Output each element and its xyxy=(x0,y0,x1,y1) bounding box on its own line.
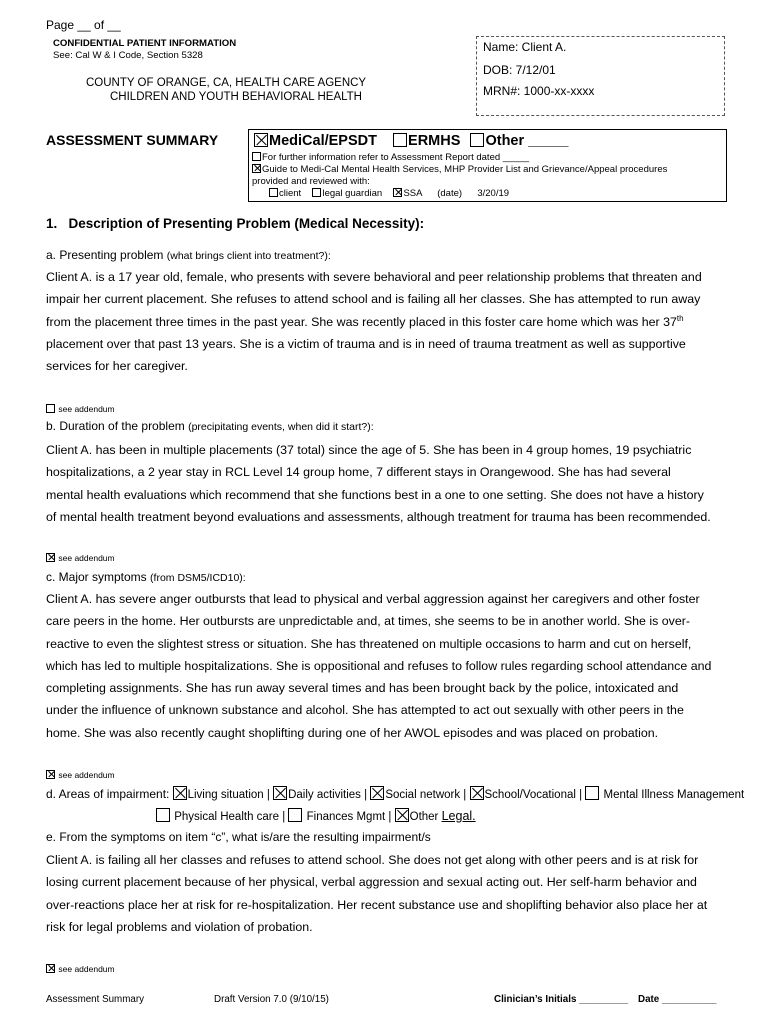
physical-health-care-checkbox[interactable] xyxy=(156,808,170,822)
assessment-report-line: For further information refer to Assessment Report dated _____ xyxy=(252,152,529,163)
page-number: Page __ of __ xyxy=(46,18,121,32)
school-vocational-checkbox[interactable] xyxy=(470,786,484,800)
confidential-label: CONFIDENTIAL PATIENT INFORMATION xyxy=(53,38,237,49)
part-a-answer: Client A. is a 17 year old, female, who presents with severe behavioral and peer relationship problems that threaten and impair her current placement. She refuses to attend school and is failing all her classes. She has attempted to run away from the placement three times in the past year. She was recently placed in this foster care home which was her 37th placement over that past 13 years. She is a victim of trauma and is in need of trauma treatment as well as supportive services for her caregiver. xyxy=(46,270,702,374)
part-b-addendum-checkbox[interactable] xyxy=(46,553,55,562)
guide-line: Guide to Medi-Cal Mental Health Services, MHP Provider List and Grievance/Appeal procedures xyxy=(252,164,667,175)
other-impairment-value: Legal. xyxy=(441,809,476,823)
part-c-addendum: see addendum xyxy=(46,770,115,780)
part-c-addendum-checkbox[interactable] xyxy=(46,770,55,779)
legal-code-reference: See: Cal W & I Code, Section 5328 xyxy=(53,50,203,61)
part-c-answer: Client A. has severe anger outbursts that lead to physical and verbal aggression against her caregivers and other foster care peers in the home. Her outbursts are unpredictable and, at times, she seems to be in another world. She is over- reactive to even the slightest stress or situation. She has threatened on multiple occasions to harm and cut on herself, which has led to multiple hospitalizations. She is oppositional and refuses to follow rules regarding school attendance and completing assignments. She has run away several times and has been brought back by the police, intoxicated and under the influence of unknown substance and alcohol. She has attempted to act out sexually with other peers in the home. She was also recently caught shoplifting during one of her AWOL episodes and was placed on probation. xyxy=(46,592,712,740)
ssa-checkbox[interactable] xyxy=(393,188,402,197)
assessment-summary-title: ASSESSMENT SUMMARY xyxy=(46,132,219,148)
client-checkbox[interactable] xyxy=(269,188,278,197)
ermhs-checkbox[interactable] xyxy=(393,133,407,147)
footer-version: Draft Version 7.0 (9/10/15) xyxy=(214,994,329,1005)
footer-date-field: Date __________ xyxy=(638,994,717,1005)
reviewed-with-label: provided and reviewed with: xyxy=(252,176,370,187)
funding-options xyxy=(254,133,569,149)
part-d-row-2: Physical Health care | Finances Mgmt | Other Legal. xyxy=(156,808,476,823)
daily-activities-checkbox[interactable] xyxy=(273,786,287,800)
part-b-answer: Client A. has been in multiple placements (37 total) since the age of 5. She has been in 4 group homes, 19 psychiatric hospitalizations, a 2 year stay in RCL Level 14 group home, 7 different stays in Orangewood. She has had several mental health evaluations which recommend that she functions best in a one to one setting. She does not have a history of mental health treatment beyond evaluations and assessments, although treatment for trauma has been recommended. xyxy=(46,443,711,524)
patient-mrn: MRN#: 1000-xx-xxxx xyxy=(483,84,595,98)
part-b-question: b. Duration of the problem (precipitating events, when did it start?): xyxy=(46,419,374,433)
footer-form-name: Assessment Summary xyxy=(46,994,144,1005)
part-d-row-1: d. Areas of impairment: Living situation | Daily activities | Social network | School/Vocational | Mental Illness Management xyxy=(46,787,745,801)
part-b-addendum: see addendum xyxy=(46,553,115,563)
clinician-initials-field: Clinician’s Initials _________ xyxy=(494,994,629,1005)
ermhs-label: ERMHS xyxy=(408,133,461,149)
part-e-addendum: see addendum xyxy=(46,964,115,974)
part-a-addendum: see addendum xyxy=(46,404,115,414)
section-1-heading: 1. Description of Presenting Problem (Medical Necessity): xyxy=(46,216,425,231)
guide-checkbox[interactable] xyxy=(252,164,261,173)
assessment-report-checkbox[interactable] xyxy=(252,152,261,161)
reviewed-with-options: client legal guardian SSA (date) 3/20/19 xyxy=(269,188,509,199)
legal-guardian-checkbox[interactable] xyxy=(312,188,321,197)
social-network-checkbox[interactable] xyxy=(370,786,384,800)
other-funding-checkbox[interactable] xyxy=(470,133,484,147)
living-situation-checkbox[interactable] xyxy=(173,786,187,800)
agency-name: COUNTY OF ORANGE, CA, HEALTH CARE AGENCY xyxy=(86,77,367,89)
part-c-question: c. Major symptoms (from DSM5/ICD10): xyxy=(46,570,246,584)
medical-epsdt-checkbox[interactable] xyxy=(254,133,268,147)
patient-info-box xyxy=(476,36,725,116)
part-e-answer: Client A. is failing all her classes and refuses to attend school. She does not get along with other peers and is at risk for losing current placement because of her physical, verbal aggression and sexual acting out. Her self-harm behavior and over-reactions place her at risk for re-hospitalization. Her recent substance use and shoplifting behavior also place her at risk for legal problems and violation of probation. xyxy=(46,853,708,934)
funding-box xyxy=(248,129,727,202)
patient-name: Name: Client A. xyxy=(483,40,567,54)
review-date: 3/20/19 xyxy=(477,188,510,199)
part-a-question: a. Presenting problem (what brings client into treatment?): xyxy=(46,248,331,262)
finances-mgmt-checkbox[interactable] xyxy=(288,808,302,822)
part-a-addendum-checkbox[interactable] xyxy=(46,404,55,413)
part-e-addendum-checkbox[interactable] xyxy=(46,964,55,973)
other-funding-label: Other _____ xyxy=(485,133,569,149)
agency-division: CHILDREN AND YOUTH BEHAVIORAL HEALTH xyxy=(110,91,362,103)
other-impairment-checkbox[interactable] xyxy=(395,808,409,822)
part-e-question: e. From the symptoms on item “c”, what is/are the resulting impairment/s xyxy=(46,830,431,844)
medical-epsdt-label: MediCal/EPSDT xyxy=(269,133,377,149)
mental-illness-mgmt-checkbox[interactable] xyxy=(585,786,599,800)
patient-dob: DOB: 7/12/01 xyxy=(483,63,556,77)
